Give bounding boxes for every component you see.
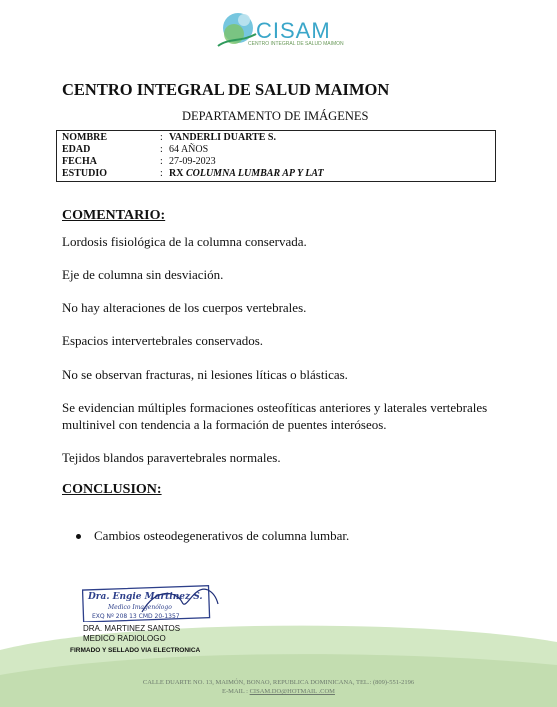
footer-email-link[interactable]: CISAM.DO@HOTMAIL .COM bbox=[249, 688, 335, 695]
footer-email-label: E-MAIL : bbox=[222, 688, 250, 695]
patient-age-value: 64 AÑOS bbox=[169, 144, 209, 155]
patient-label: NOMBRE bbox=[62, 132, 107, 143]
footer-email-line bbox=[0, 688, 557, 695]
patient-label: EDAD bbox=[62, 144, 91, 155]
patient-separator: : bbox=[160, 132, 163, 143]
conclusion-heading: CONCLUSION: bbox=[62, 482, 162, 497]
patient-separator: : bbox=[160, 144, 163, 155]
comment-paragraph: No se observan fracturas, ni lesiones líticas o blásticas. bbox=[62, 367, 348, 382]
stamp-line: Medico Imagenólogo bbox=[108, 604, 172, 611]
patient-name-value: VANDERLI DUARTE S. bbox=[169, 132, 276, 143]
patient-separator: : bbox=[160, 156, 163, 167]
page-title: CENTRO INTEGRAL DE SALUD MAIMON bbox=[62, 80, 390, 99]
comment-paragraph: Eje de columna sin desviación. bbox=[62, 267, 224, 282]
stamp-box bbox=[82, 582, 220, 622]
comment-paragraph: Tejidos blandos paravertebrales normales. bbox=[62, 450, 281, 465]
stamp-line: EXQ Nº 208 13 CMD 20-1357 bbox=[92, 613, 180, 620]
patient-date-value: 27-09-2023 bbox=[169, 156, 216, 167]
logo-name: CISAM bbox=[256, 18, 331, 43]
comment-paragraph: Lordosis fisiológica de la columna conservada. bbox=[62, 234, 307, 249]
study-prefix: RX bbox=[169, 168, 186, 179]
doctor-signature-name bbox=[83, 624, 180, 644]
electronic-signature-note: FIRMADO Y SELLADO VIA ELECTRONICA bbox=[70, 647, 201, 654]
conclusion-text: Cambios osteodegenerativos de columna lumbar. bbox=[94, 528, 350, 543]
study-name: COLUMNA LUMBAR AP Y LAT bbox=[185, 168, 324, 179]
patient-study-value bbox=[169, 168, 324, 180]
stamp-line: Dra. Engie Martinez S. bbox=[88, 592, 203, 602]
department-title: DEPARTAMENTO DE IMÁGENES bbox=[182, 109, 369, 123]
patient-info-box bbox=[56, 130, 496, 182]
bullet-icon bbox=[76, 534, 81, 539]
comment-paragraph: Se evidencian múltiples formaciones osteofíticas anteriores y laterales vertebrales multinivel con tendencia a la formación de puentes interóseos. bbox=[62, 400, 488, 432]
patient-label: ESTUDIO bbox=[62, 168, 108, 179]
footer-address: CALLE DUARTE NO. 13, MAIMÓN, BONAO, REPUBLICA DOMINICANA, TEL.: (809)-551-2196 bbox=[142, 679, 415, 686]
cisam-logo bbox=[212, 4, 342, 54]
logo-subtitle: CENTRO INTEGRAL DE SALUD MAIMON bbox=[248, 41, 344, 47]
comment-paragraph: Espacios intervertebrales conservados. bbox=[62, 333, 264, 348]
doctor-role: MEDICO RADIOLOGO bbox=[83, 634, 166, 643]
comentario-heading: COMENTARIO: bbox=[62, 208, 166, 223]
patient-separator: : bbox=[160, 168, 163, 179]
doctor-name: DRA. MARTINEZ SANTOS bbox=[83, 624, 181, 633]
comment-paragraph: No hay alteraciones de los cuerpos vertebrales. bbox=[62, 300, 307, 315]
patient-label: FECHA bbox=[62, 156, 97, 167]
